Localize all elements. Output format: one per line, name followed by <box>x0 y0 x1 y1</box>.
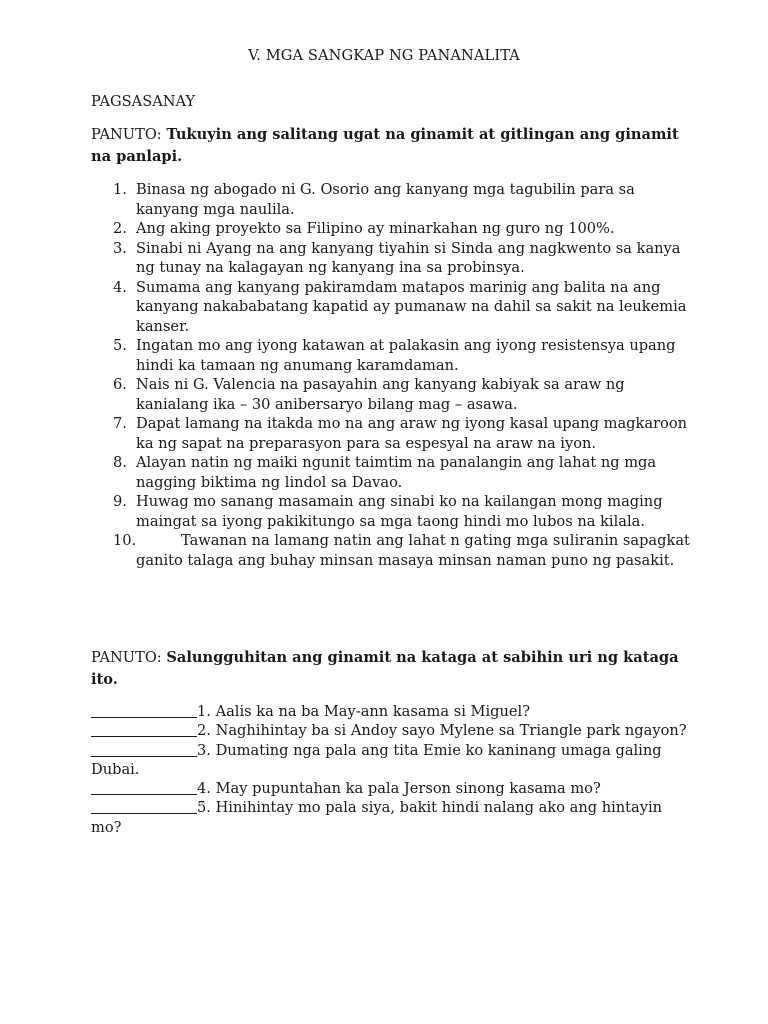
answer-blank[interactable] <box>91 812 197 814</box>
list-item <box>91 336 691 375</box>
fill-item <box>91 702 691 721</box>
item-text: Binasa ng abogado ni G. Osorio ang kanyang mga tagubilin para sa kanyang mga naulila. <box>136 181 635 218</box>
answer-blank[interactable] <box>91 755 197 757</box>
fill-item <box>91 779 691 798</box>
list-item <box>91 414 691 453</box>
item-text: Ingatan mo ang iyong katawan at palakasin ang iyong resistensya upang hindi ka tamaan ng anumang karamdaman. <box>136 337 676 374</box>
item-number: 10. <box>113 532 137 549</box>
section-heading: PAGSASANAY <box>91 93 196 110</box>
fill-item <box>91 741 691 780</box>
item-text: Tawanan na lamang natin ang lahat n gating mga suliranin sapagkat ganito talaga ang buhay minsan masaya minsan naman puno ng pasakit. <box>136 532 690 569</box>
item-number: 9. <box>113 493 127 510</box>
item-number: 6. <box>113 376 127 393</box>
item-number: 2. <box>113 220 127 237</box>
instruction-1 <box>91 124 691 167</box>
fill-text: 2. Naghihintay ba si Andoy sayo Mylene sa Triangle park ngayon? <box>197 722 687 740</box>
fill-text: 4. May pupuntahan ka pala Jerson sinong kasama mo? <box>197 780 601 798</box>
item-number: 1. <box>113 181 127 198</box>
item-text: Nais ni G. Valencia na pasayahin ang kanyang kabiyak sa araw ng kanialang ika – 30 anibersaryo bilang mag – asawa. <box>136 376 625 413</box>
item-text: Sinabi ni Ayang na ang kanyang tiyahin si Sinda ang nagkwento sa kanya ng tunay na kalagayan ng kanyang ina sa probinsya. <box>136 239 681 276</box>
instruction-2 <box>91 647 691 690</box>
fill-item <box>91 798 691 837</box>
list-item <box>91 180 691 219</box>
instruction-text: Salungguhitan ang ginamit na kataga at sabihin uri ng kataga ito. <box>91 649 679 688</box>
item-number: 7. <box>113 415 127 432</box>
answer-blank[interactable] <box>91 793 197 795</box>
page-title: V. MGA SANGKAP NG PANANALITA <box>248 47 520 64</box>
fill-item <box>91 721 691 740</box>
item-number: 8. <box>113 454 127 471</box>
list-item <box>91 278 691 337</box>
item-number: 3. <box>113 239 127 257</box>
item-text: Huwag mo sanang masamain ang sinabi ko na kailangan mong maging maingat sa iyong pakikitungo sa mga taong hindi mo lubos na kilala. <box>136 493 663 530</box>
instruction-label: PANUTO: <box>91 126 167 143</box>
answer-blank[interactable] <box>91 716 197 718</box>
fill-in-list <box>91 702 691 837</box>
list-item <box>91 239 691 278</box>
item-text: Sumama ang kanyang pakiramdam matapos marinig ang balita na ang kanyang nakababatang kapatid ay pumanaw na dahil sa sakit na leukemia kanser. <box>136 278 687 335</box>
list-item <box>91 492 691 531</box>
fill-text: 1. Aalis ka na ba May-ann kasama si Miguel? <box>197 703 531 720</box>
exercise-list <box>91 180 691 570</box>
answer-blank[interactable] <box>91 735 197 737</box>
item-number: 5. <box>113 337 127 354</box>
item-text: Dapat lamang na itakda mo na ang araw ng iyong kasal upang magkaroon ka ng sapat na preparasyon para sa espesyal na araw na iyon. <box>136 415 688 452</box>
fill-text: 5. Hinihintay mo pala siya, bakit hindi nalang ako ang hintayin mo? <box>91 799 663 836</box>
item-number: 4. <box>113 278 127 296</box>
list-item <box>91 219 691 239</box>
list-item <box>91 453 691 492</box>
item-text: Alayan natin ng maiki ngunit taimtim na panalangin ang lahat ng mga nagging biktima ng lindol sa Davao. <box>136 454 657 491</box>
fill-text: 3. Dumating nga pala ang tita Emie ko kaninang umaga galing Dubai. <box>91 741 662 778</box>
item-text: Ang aking proyekto sa Filipino ay minarkahan ng guro ng 100%. <box>136 220 615 237</box>
instruction-text: Tukuyin ang salitang ugat na ginamit at gitlingan ang ginamit na panlapi. <box>91 126 679 165</box>
list-item <box>91 375 691 414</box>
list-item <box>91 531 691 570</box>
instruction-label: PANUTO: <box>91 649 167 666</box>
